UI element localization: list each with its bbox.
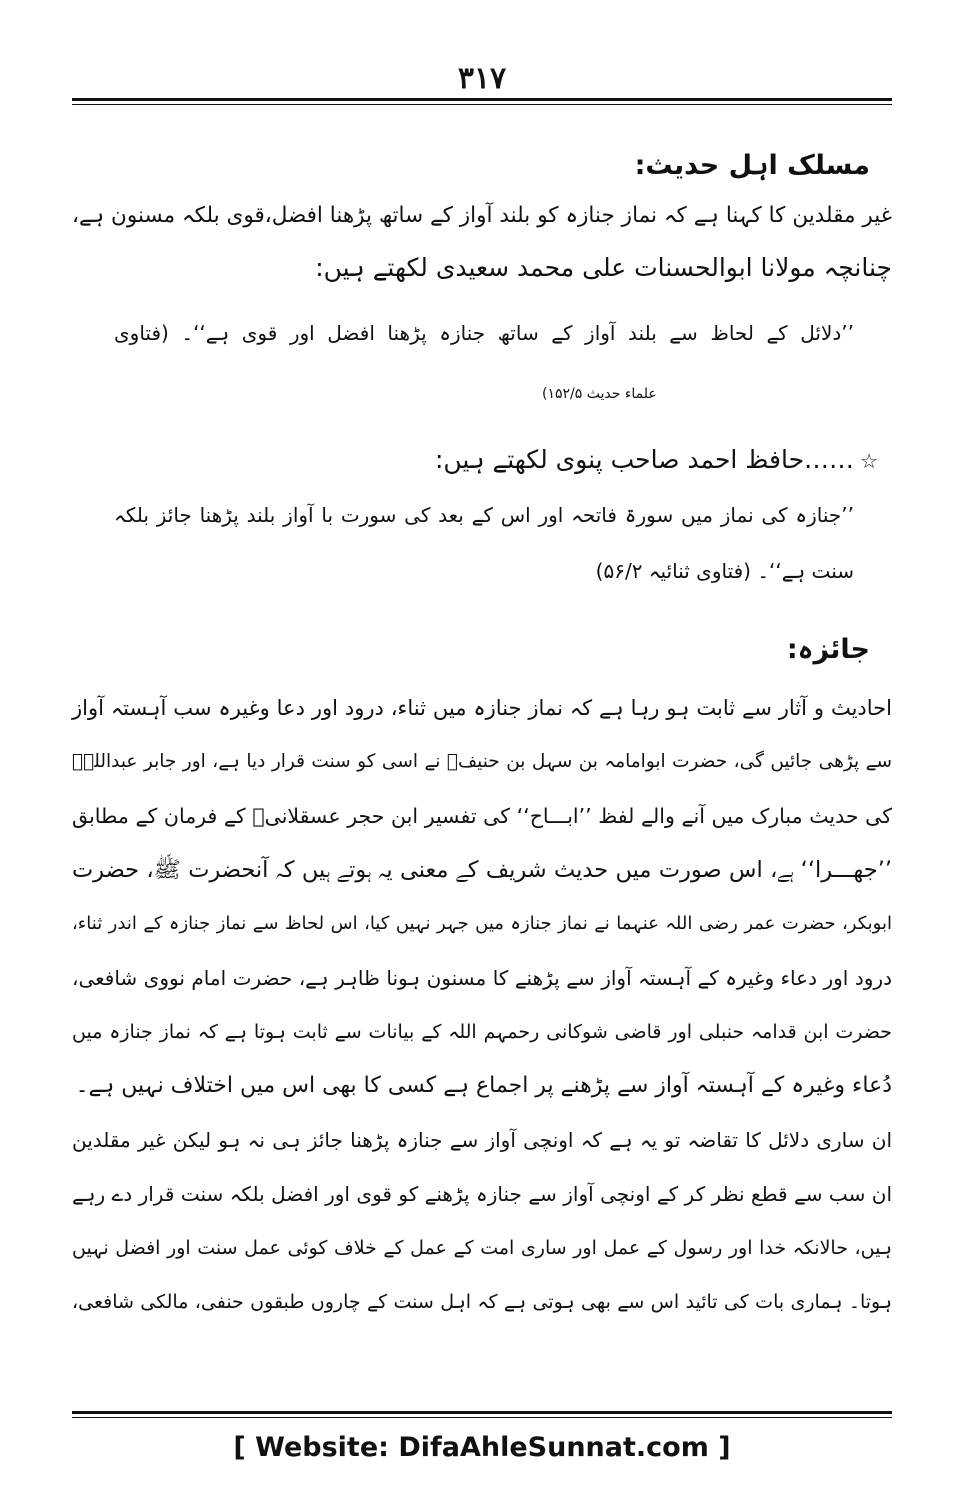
paragraph-line: چنانچہ مولانا ابوالحسنات علی محمد سعیدی لکھتے ہیں:: [315, 253, 892, 282]
paragraph-line: سے پڑھی جائیں گی، حضرت ابوامامہ بن سہل بن حنیفؓ نے اسی کو سنت قرار دیا ہے، اور جابر عبداللہؓ: [72, 751, 892, 772]
paragraph-line: غیر مقلدین کا کہنا ہے کہ نماز جنازہ کو بلند آواز کے ساتھ پڑھنا افضل،قوی بلکہ مسنون ہے،: [72, 203, 892, 228]
paragraph-line: کی حدیث مبارک میں آنے والے لفظ ’’ابـــاح‘‘ کی تفسیر ابن حجر عسقلانیؒ کے فرمان کے مطابق: [72, 804, 892, 828]
footer-rule: [72, 1411, 892, 1414]
paragraph-line: درود اور دعاء وغیرہ کے آہستہ آواز سے پڑھنے کا مسنون ہونا ظاہر ہے، حضرت امام نووی شافعی،: [72, 966, 892, 990]
header-rule-thin: [72, 104, 892, 105]
website-footer: [ Website: DifaAhleSunnat.com ]: [233, 1432, 731, 1463]
paragraph-line: ان ساری دلائل کا تقاضہ تو یہ ہے کہ اونچی آواز سے جنازہ پڑھنا جائز ہی نہ ہو لیکن غیر مقلدین: [72, 1128, 892, 1152]
paragraph-line: ابوبکر، حضرت عمر رضی اللہ عنہما نے نماز جنازہ میں جہر نہیں کیا، اس لحاظ سے نماز جنازہ کے اندر ثناء،: [72, 913, 892, 934]
quote-line: ’’جنازہ کی نماز میں سورۃ فاتحہ اور اس کے بعد کی سورت با آواز بلند پڑھنا جائز بلکہ: [114, 503, 854, 527]
hafiz-line: [178, 442, 878, 479]
paragraph-line: ہیں، حالانکہ خدا اور رسول کے عمل اور ساری امت کے عمل کے خلاف کوئی عمل سنت اور افضل نہیں: [72, 1237, 892, 1259]
quote-line: سنت ہے‘‘۔ (فتاوی ثنائیہ ۵۶/۲): [595, 559, 854, 583]
paragraph-line: حضرت ابن قدامہ حنبلی اور قاضی شوکانی رحمہم اللہ کے بیانات سے ثابت ہوتا ہے کہ نماز جنازہ میں: [72, 1021, 892, 1043]
quote-line: ’’دلائل کے لحاظ سے بلند آواز کے ساتھ جنازہ پڑھنا افضل اور قوی ہے‘‘۔ (فتاوی: [114, 321, 854, 345]
paragraph-line: ’’جھـــرا‘‘ ہے، اس صورت میں حدیث شریف کے معنی یہ ہوتے ہیں کہ آنحضرت ﷺ، حضرت: [72, 857, 892, 883]
paragraph-line: دُعاء وغیرہ کے آہستہ آواز سے پڑھنے پر اجماع ہے کسی کا بھی اس میں اختلاف نہیں ہے۔: [75, 1073, 892, 1098]
section-heading-ahle-hadith: مسلک اہل حدیث:: [634, 150, 870, 181]
star-icon: ☆: [860, 449, 878, 473]
quote-reference: علماء حدیث ۱۵۲/۵): [542, 386, 657, 402]
footer-rule-thin: [72, 1417, 892, 1418]
header-rule: [72, 98, 892, 101]
paragraph-line: ہوتا۔ ہماری بات کی تائید اس سے بھی ہوتی ہے کہ اہل سنت کے چاروں طبقوں حنفی، مالکی شافعی،: [72, 1291, 892, 1313]
hafiz-text: ……حافظ احمد صاحب پنوی لکھتے ہیں:: [434, 445, 855, 474]
page-number: ۳۱۷: [457, 61, 507, 96]
paragraph-line: احادیث و آثار سے ثابت ہو رہا ہے کہ نماز جنازہ میں ثناء، درود اور دعا وغیرہ سب آہستہ آواز: [72, 696, 892, 720]
section-heading-jaiza: جائزہ:: [786, 634, 870, 665]
paragraph-line: ان سب سے قطع نظر کر کے اونچی آواز سے جنازہ پڑھنے کو قوی اور افضل بلکہ سنت قرار دے رہے: [72, 1182, 892, 1206]
